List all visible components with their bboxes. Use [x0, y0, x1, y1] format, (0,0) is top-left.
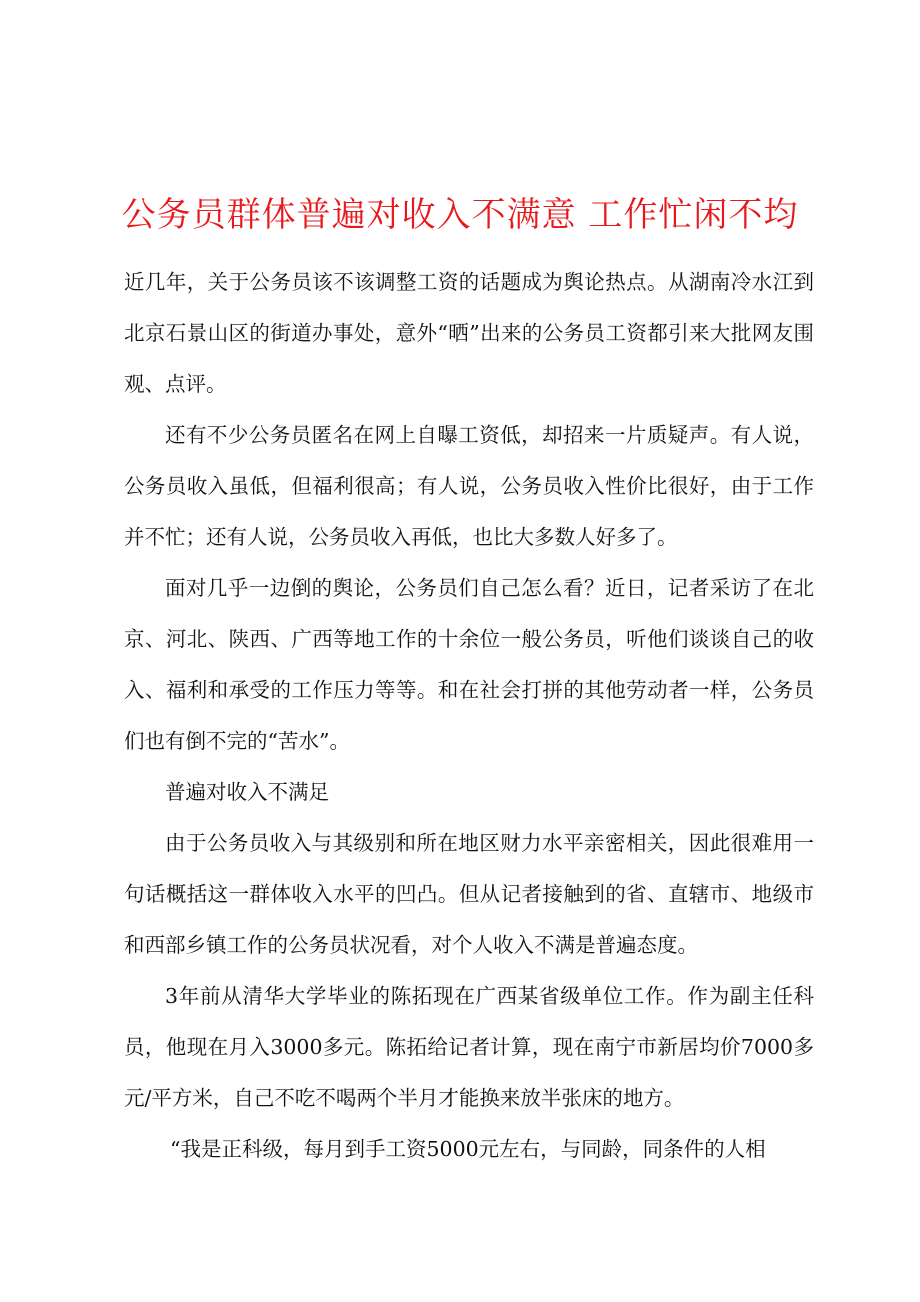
paragraph-intro: 近几年，关于公务员该不该调整工资的话题成为舆论热点。从湖南冷水江到北京石景山区的街道办事处，意外“晒”出来的公务员工资都引来大批网友围观、点评。: [124, 270, 814, 396]
document-body: [124, 257, 814, 1175]
paragraph-chen-tuo: 3年前从清华大学毕业的陈拓现在广西某省级单位工作。作为副主任科员，他现在月入3000多元。陈拓给记者计算，现在南宁市新居均价7000多元/平方米，自己不吃不喝两个半月才能换来放半张床的地方。: [124, 984, 814, 1110]
section-heading: 普遍对收入不满足: [165, 780, 329, 804]
paragraph-income-levels: 由于公务员收入与其级别和所在地区财力水平亲密相关，因此很难用一句话概括这一群体收入水平的凹凸。但从记者接触到的省、直辖市、地级市和西部乡镇工作的公务员状况看，对个人收入不满是普遍态度。: [124, 831, 814, 957]
paragraph-anonymous-complaints: 还有不少公务员匿名在网上自曝工资低，却招来一片质疑声。有人说，公务员收入虽低，但福利很高；有人说，公务员收入性价比很好，由于工作并不忙；还有人说，公务员收入再低，也比大多数人好多了。: [124, 423, 814, 549]
paragraph-interview-intro: 面对几乎一边倒的舆论，公务员们自己怎么看？近日，记者采访了在北京、河北、陕西、广西等地工作的十余位一般公务员，听他们谈谈自己的收入、福利和承受的工作压力等等。和在社会打拼的其他劳动者一样，公务员们也有倒不完的“苦水”。: [124, 576, 814, 753]
paragraph-quote: “我是正科级，每月到手工资5000元左右，与同龄，同条件的人相: [170, 1137, 766, 1161]
document-title: 公务员群体普遍对收入不满意 工作忙闲不均: [121, 195, 799, 235]
